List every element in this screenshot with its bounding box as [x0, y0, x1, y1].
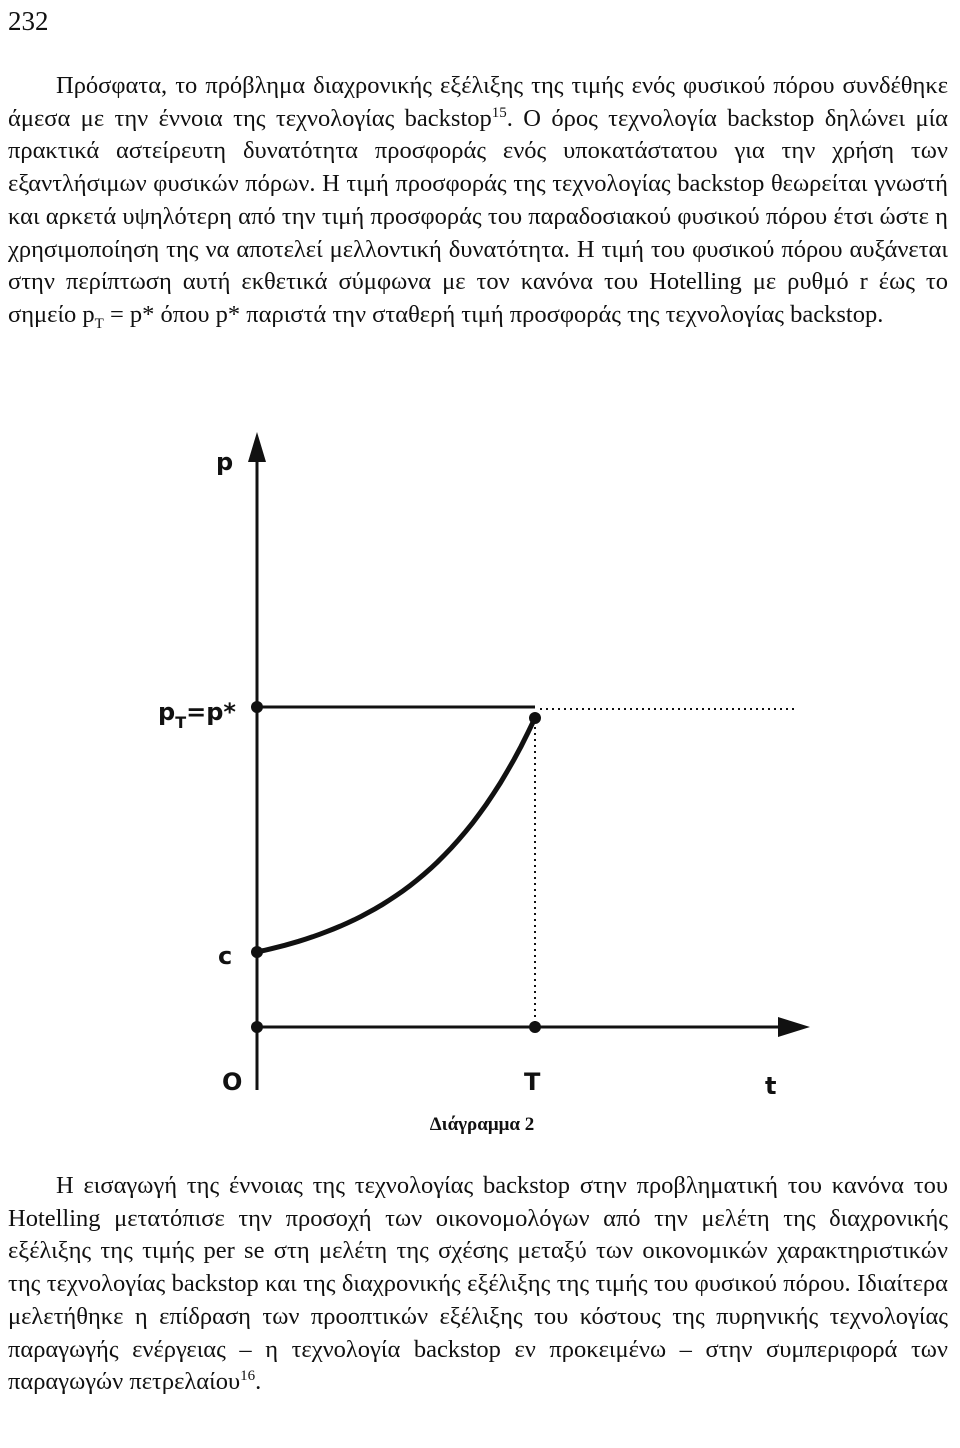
paragraph-hotelling-shift: [8, 1170, 948, 1399]
x-axis-arrow-icon: [778, 1017, 810, 1037]
paragraph-text: Πρόσφατα, το πρόβλημα διαχρονικής εξέλιξης της τιμής ενός φυσικού πόρου συνδέθηκε άμεσα με την έννοια της τεχνολογίας backstop: [8, 72, 948, 132]
paragraph-backstop-intro: [8, 70, 948, 332]
resource-price-curve: [257, 718, 535, 952]
paragraph-text: = p* όπου p* παριστά την σταθερή τιμή προσφοράς της τεχνολογίας backstop.: [103, 300, 884, 328]
figure-caption: Διάγραμμα 2: [429, 1114, 535, 1135]
c-label: c: [218, 942, 233, 970]
page-number: 232: [8, 6, 49, 36]
point-origin: [251, 1021, 263, 1033]
subscript-t: T: [94, 315, 104, 332]
point-t: [529, 1021, 541, 1033]
origin-label: O: [222, 1068, 243, 1096]
x-axis-label: t: [765, 1072, 777, 1100]
paragraph-text: Η εισαγωγή της έννοιας της τεχνολογίας backstop στην προβληματική του κανόνα του Hotelling μετατόπισε την προσοχή των οικονομολόγων από την μελέτη της διαχρονικής εξέλιξης της τιμής per se στη μελέτη της σχέσης μεταξύ των οικονομικών χαρακτηριστικών της τεχνολογίας backstop και της διαχρονικής εξέλιξης της τιμής του φυσικού πόρου. Ιδιαίτερα μελετήθηκε η επίδραση των προοπτικών εξέλιξης του κόστους της πυρηνικής τεχνολογίας παραγωγής ενέργειας – η τεχνολογία backstop εν προκειμένω – στην συμπεριφορά των παραγωγών πετρελαίου: [8, 1172, 948, 1396]
point-curve-end: [529, 712, 541, 724]
pstar-label: [158, 698, 236, 732]
footnote-ref-15[interactable]: 15: [491, 104, 507, 121]
footnote-ref-16[interactable]: 16: [240, 1368, 256, 1385]
pstar-label-main: p: [158, 698, 176, 726]
t-label: T: [524, 1068, 541, 1096]
y-axis-arrow-icon: [248, 432, 266, 462]
paragraph-text: . Ο όρος τεχνολογία backstop δηλώνει μία πρακτικά αστείρευτη δυνατότητα προσφοράς ενός υποκατάστατου για την χρήση των εξαντλήσιμων φυσικών πόρων. Η τιμή προσφοράς της τεχνολογίας backstop θεωρείται γνωστή και αρκετά υψηλότερη από την τιμή προσφοράς του παραδοσιακού φυσικού πόρου έτσι ώστε η χρησιμοποίηση της να αποτελεί μελλοντική δυνατότητα. Η τιμή του φυσικού πόρου αυξάνεται στην περίπτωση αυτή εκθετικά σύμφωνα με τον κανόνα του Hotelling με ρυθμό r έως το σημείο p: [8, 104, 949, 328]
diagram-2: [0, 430, 960, 1150]
paragraph-text: .: [255, 1368, 262, 1396]
point-c: [251, 946, 263, 958]
y-axis-label: p: [216, 448, 234, 476]
pstar-label-rest: =p*: [186, 698, 236, 726]
pstar-label-sub: T: [175, 713, 187, 732]
point-pstar: [251, 701, 263, 713]
